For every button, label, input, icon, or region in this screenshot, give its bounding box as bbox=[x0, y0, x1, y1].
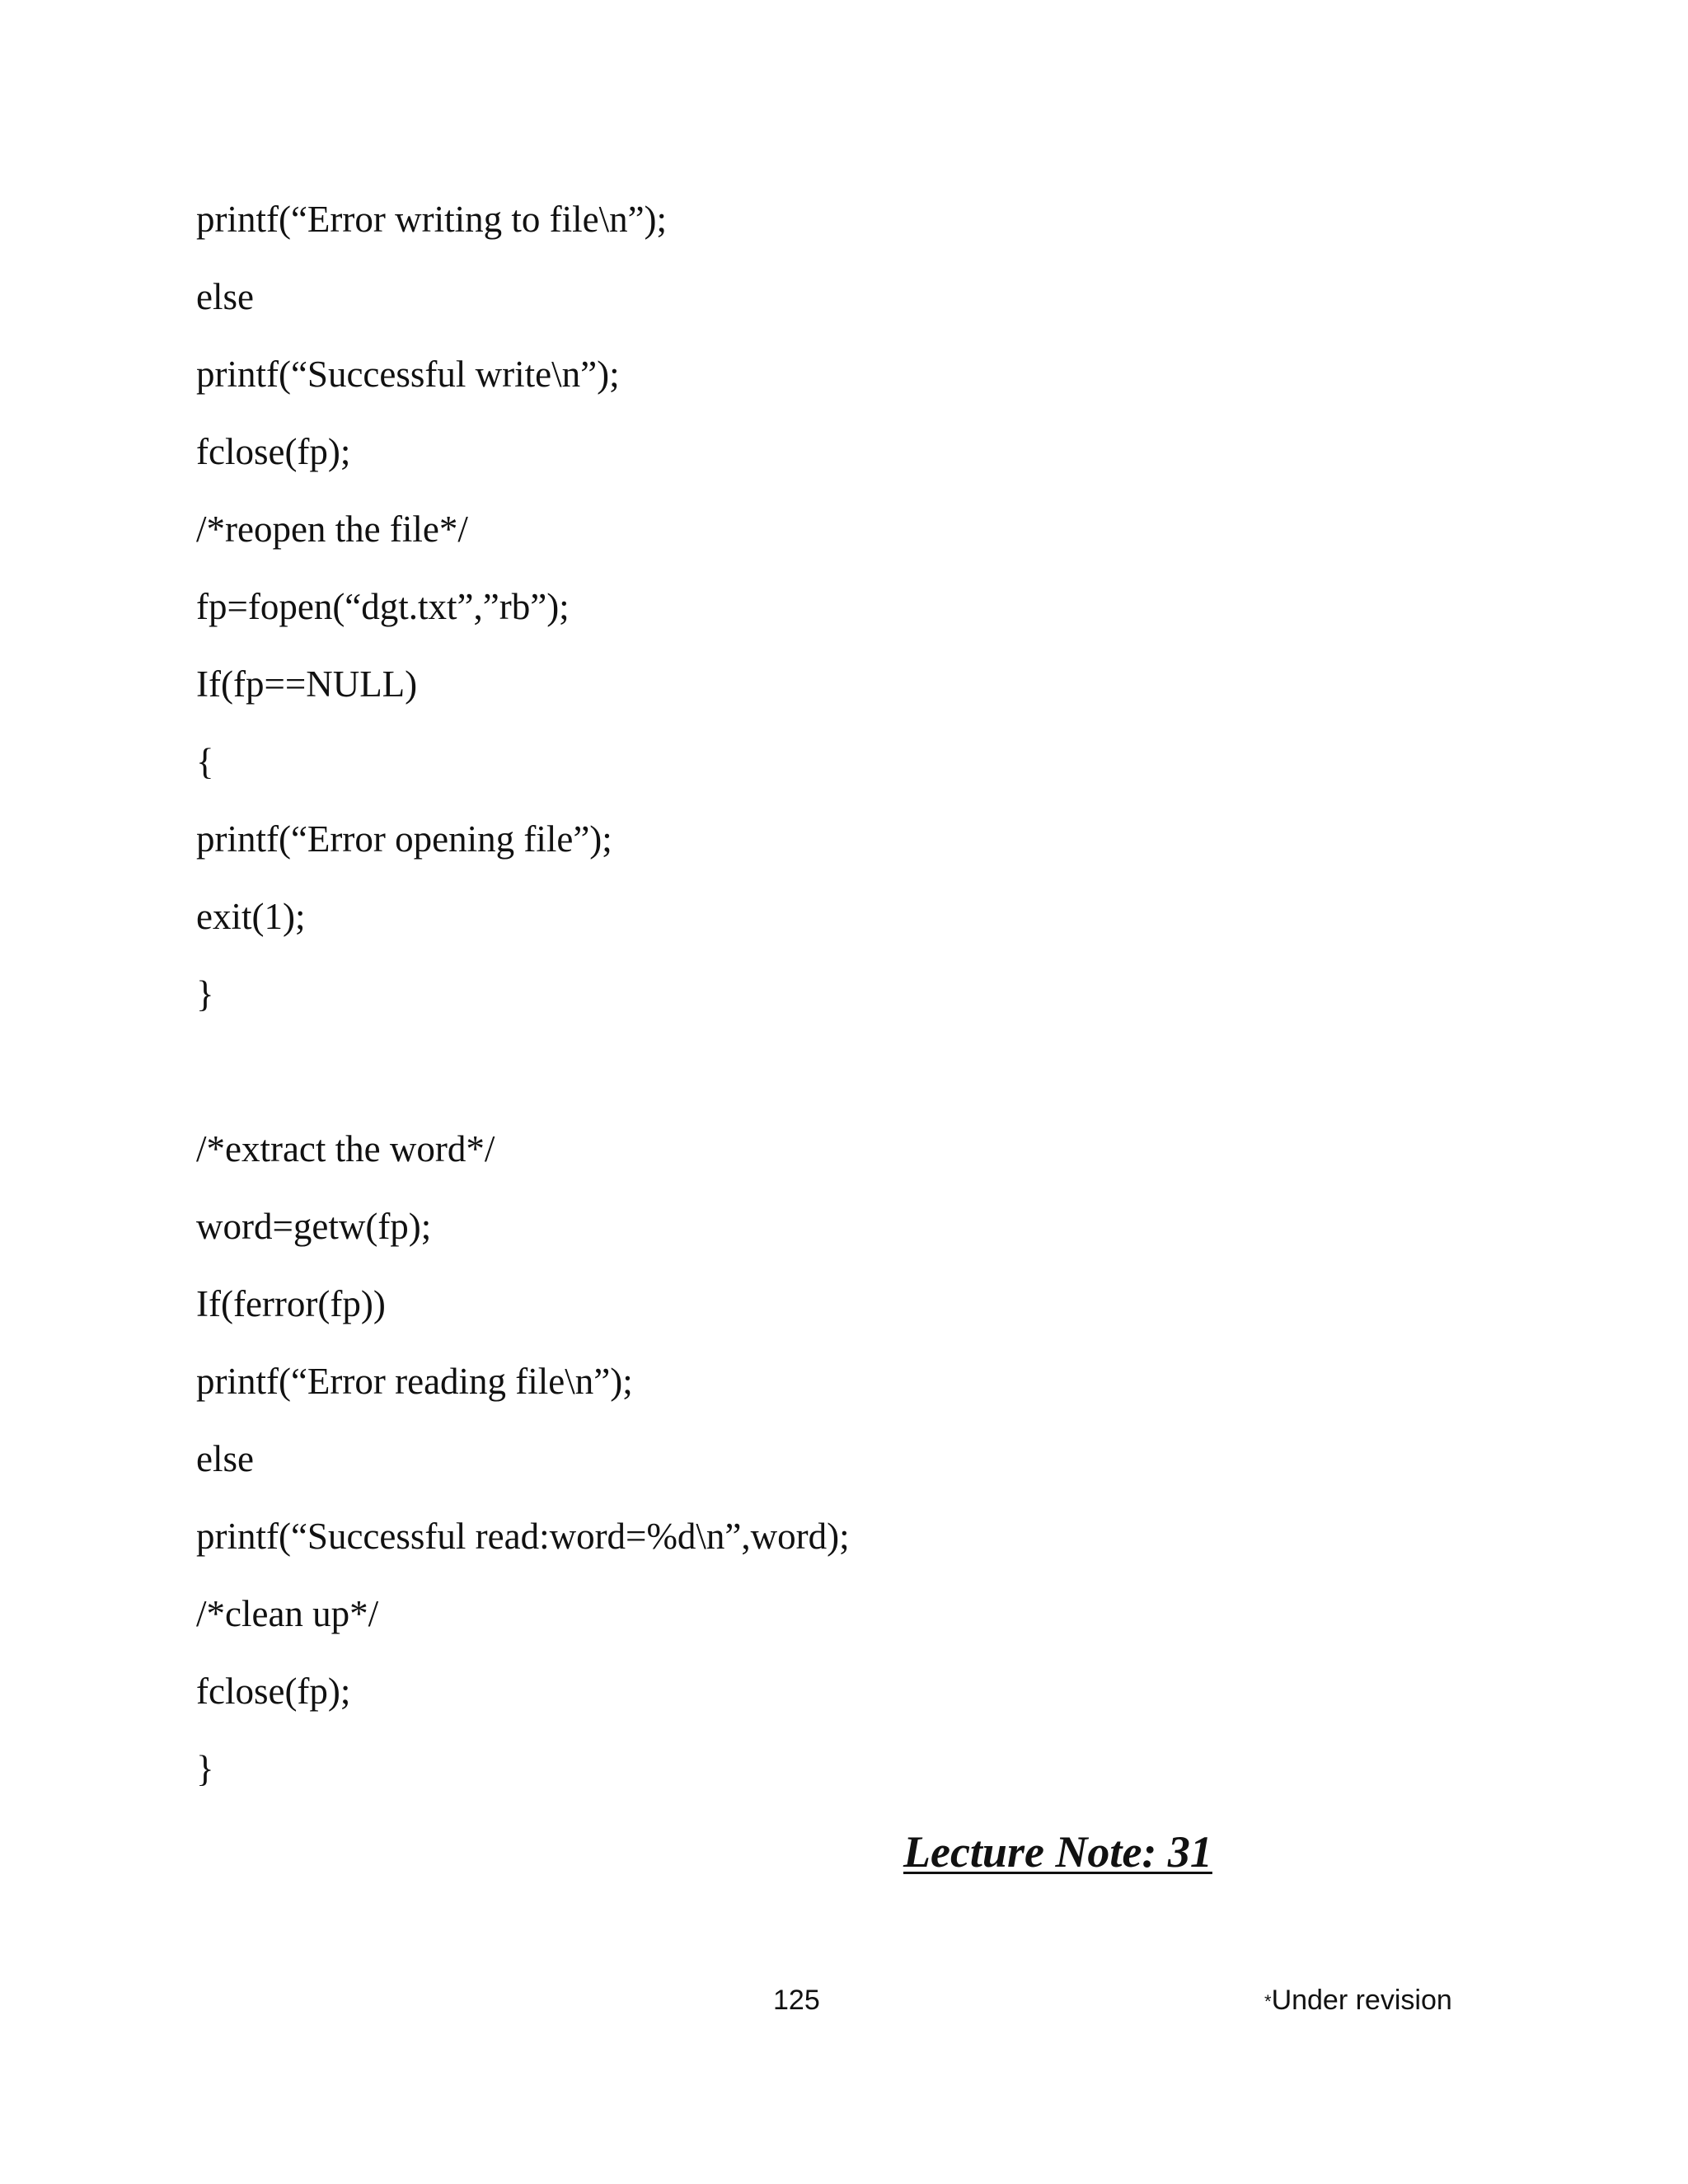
code-line: } bbox=[196, 973, 214, 1015]
code-line: /*extract the word*/ bbox=[196, 1128, 495, 1169]
code-line: printf(“Error opening file”); bbox=[196, 818, 612, 860]
revision-note bbox=[1264, 1983, 1452, 2019]
code-line: If(ferror(fp)) bbox=[196, 1283, 386, 1324]
code-line: fp=fopen(“dgt.txt”,”rb”); bbox=[196, 586, 570, 627]
code-line: } bbox=[196, 1748, 214, 1789]
code-line: /*clean up*/ bbox=[196, 1593, 379, 1634]
lecture-note-heading: Lecture Note: 31 bbox=[903, 1827, 1212, 1877]
code-line: word=getw(fp); bbox=[196, 1206, 432, 1247]
code-line: /*reopen the file*/ bbox=[196, 509, 468, 550]
code-line: fclose(fp); bbox=[196, 1671, 351, 1712]
revision-text: Under revision bbox=[1271, 1985, 1452, 2016]
code-line: else bbox=[196, 1438, 254, 1479]
code-line: else bbox=[196, 276, 254, 317]
code-line: exit(1); bbox=[196, 896, 306, 937]
code-line: fclose(fp); bbox=[196, 431, 351, 472]
code-line: printf(“Error writing to file\n”); bbox=[196, 199, 668, 240]
revision-star: * bbox=[1264, 1991, 1272, 2013]
code-line: printf(“Error reading file\n”); bbox=[196, 1361, 633, 1402]
page-number: 125 bbox=[773, 1985, 820, 2016]
code-line: printf(“Successful write\n”); bbox=[196, 354, 620, 395]
code-line: printf(“Successful read:word=%d\n”,word); bbox=[196, 1516, 850, 1557]
code-line: { bbox=[196, 741, 214, 782]
code-line: If(fp==NULL) bbox=[196, 663, 418, 705]
